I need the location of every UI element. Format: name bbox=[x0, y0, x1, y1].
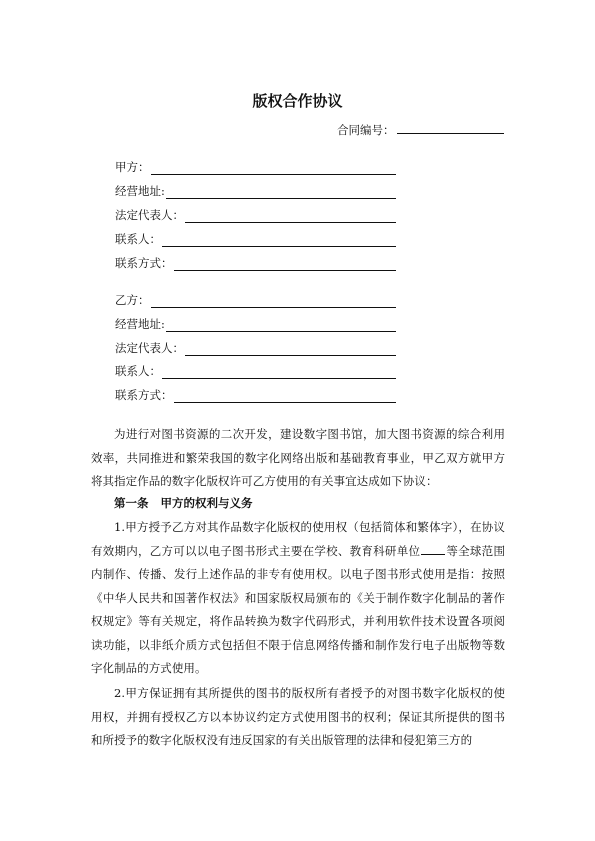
section-1-title: 甲方的权利与义务 bbox=[160, 496, 253, 510]
party-a-phone-label: 联系方式： bbox=[115, 256, 173, 270]
party-a-representative-label: 法定代表人： bbox=[115, 208, 184, 222]
clause-1-blank[interactable] bbox=[421, 542, 445, 555]
party-a-phone-blank[interactable] bbox=[174, 257, 397, 271]
party-a-name-label: 甲方： bbox=[115, 160, 150, 174]
party-a-address-label: 经营地址: bbox=[115, 184, 165, 198]
party-b-representative-row bbox=[115, 340, 396, 356]
section-1-number: 第一条 bbox=[114, 496, 149, 510]
party-b-representative-blank[interactable] bbox=[185, 342, 396, 356]
party-b-name-label: 乙方： bbox=[115, 293, 150, 307]
party-a-address-row bbox=[115, 183, 396, 199]
contract-number-label: 合同编号： bbox=[337, 123, 395, 137]
party-a-contact-row bbox=[115, 231, 396, 247]
party-b-representative-label: 法定代表人： bbox=[115, 341, 184, 355]
party-a-address-blank[interactable] bbox=[166, 185, 396, 199]
party-b-address-row bbox=[115, 316, 396, 332]
party-a-contact-label: 联系人： bbox=[115, 232, 161, 246]
party-b-phone-row bbox=[115, 387, 396, 403]
clause-2-paragraph: 2.甲方保证拥有其所提供的图书的版权所有者授予的对图书数字化版权的使用权，并拥有授权乙方以本协议约定方式使用图书的权利；保证其所提供的图书和所授予的数字化版权没有违反国家的有关出版管理的法律和侵犯第三方的 bbox=[91, 686, 505, 747]
section-1-heading bbox=[114, 493, 253, 513]
party-b-address-blank[interactable] bbox=[166, 318, 396, 332]
party-a-phone-row bbox=[115, 255, 396, 271]
party-a-contact-blank[interactable] bbox=[162, 233, 396, 247]
party-b-contact-blank[interactable] bbox=[162, 365, 396, 379]
party-a-name-blank[interactable] bbox=[151, 161, 397, 175]
preamble-paragraph: 为进行对图书资源的二次开发，建设数字图书馆，加大图书资源的综合利用效率，共同推进和繁荣我国的数字化网络出版和基础教育事业，甲乙双方就甲方将其指定作品的数字化版权许可乙方使用的有关事宜达成如下协议： bbox=[91, 427, 505, 488]
contract-number bbox=[337, 121, 504, 138]
party-b-phone-blank[interactable] bbox=[174, 389, 397, 403]
party-b-contact-label: 联系人： bbox=[115, 364, 161, 378]
party-a-representative-blank[interactable] bbox=[185, 209, 396, 223]
party-b-name-blank[interactable] bbox=[151, 294, 397, 308]
party-a-name-row bbox=[115, 159, 396, 175]
clause-1-text-before: 1.甲方授予乙方对其作品数字化版权的使用权（包括简体和繁体字），在协议有效期内，乙方可以以电子图书形式主要在学校、教育科研单位 bbox=[91, 520, 505, 558]
party-b-phone-label: 联系方式： bbox=[115, 388, 173, 402]
party-b-address-label: 经营地址: bbox=[115, 317, 165, 331]
contract-number-blank[interactable] bbox=[397, 121, 504, 134]
party-b-contact-row bbox=[115, 363, 396, 379]
clause-1-paragraph bbox=[91, 516, 505, 681]
party-b-name-row bbox=[115, 292, 396, 308]
document-title: 版权合作协议 bbox=[252, 92, 343, 110]
clause-1-text-after: 等全球范围内制作、传播、发行上述作品的非专有使用权。以电子图书形式使用是指：按照《中华人民共和国著作权法》和国家版权局颁布的《关于制作数字化制品的著作权规定》等有关规定，将作品转换为数字代码形式，并利用软件技术设置各项阅读功能，以非纸介质方式包括但不限于信息网络传播和制作发行电子出版物等数字化制品的方式使用。 bbox=[91, 543, 505, 675]
party-a-representative-row bbox=[115, 207, 396, 223]
